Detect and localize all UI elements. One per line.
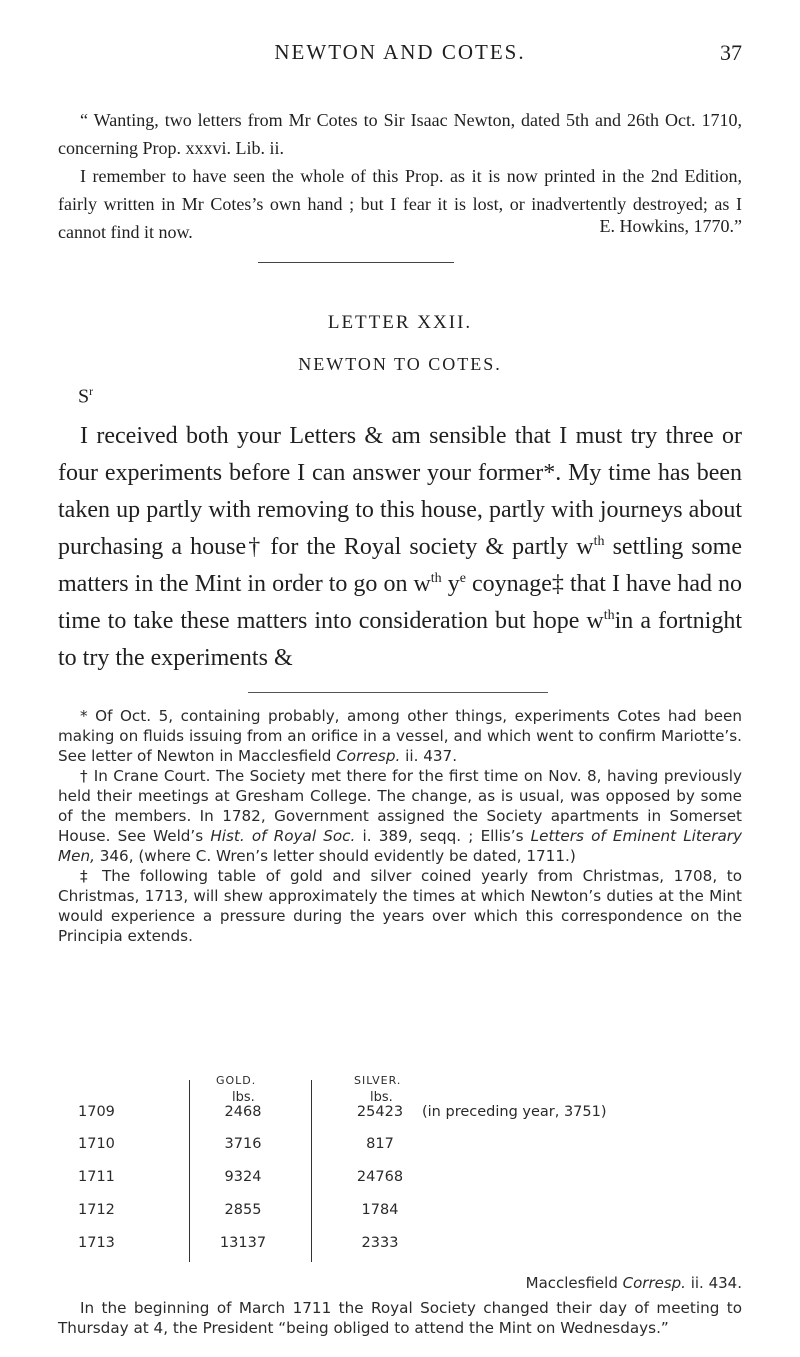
salutation bbox=[78, 384, 93, 409]
year-cell: 1709 bbox=[78, 1104, 115, 1120]
letter-sup-3: e bbox=[459, 571, 466, 586]
footnote-star-text-end: ii. 437. bbox=[400, 747, 458, 765]
letter-title: NEWTON TO COTES. bbox=[298, 354, 502, 374]
quote-paragraph-1: “ Wanting, two letters from Mr Cotes to Sir Isaac Newton, dated 5th and 26th Oct. 1710, concerning Prop. xxxvi. Lib. ii. bbox=[58, 110, 742, 158]
year-cell: 1713 bbox=[78, 1235, 115, 1251]
salutation-sup: r bbox=[89, 384, 94, 398]
letter-sup-4: th bbox=[603, 608, 615, 623]
footnote-star-text: * Of Oct. 5, containing probably, among other things, experiments Cotes had been making on fluids issuing from an orifice in a vessel, and which went to confirm Mariotte’s. See letter of Newton in Macclesfield bbox=[58, 707, 742, 765]
gold-column-header: GOLD. bbox=[216, 1074, 257, 1087]
letter-text-4: coynage‡ that I have had no time to take these matters into consideration but hope w bbox=[58, 571, 742, 634]
source-text-end: ii. 434. bbox=[685, 1274, 742, 1292]
running-title: NEWTON AND COTES. bbox=[274, 40, 526, 64]
letter-sup-2: th bbox=[430, 571, 442, 586]
year-cell: 1711 bbox=[78, 1169, 115, 1185]
source-text: Macclesfield bbox=[525, 1274, 623, 1292]
letter-paragraph bbox=[58, 418, 742, 677]
footnotes bbox=[58, 706, 742, 946]
table-rule-2 bbox=[311, 1080, 312, 1262]
salutation-text: S bbox=[78, 385, 90, 408]
letter-text-1: I received both your Letters & am sensible that I must try three or four experiments before I can answer your former*. My time has been taken up partly with removing to this house, partly with journeys about purchasing a house† for the Royal society & partly w bbox=[58, 423, 742, 560]
quote-signature: E. Howkins, 1770.” bbox=[599, 216, 742, 236]
footnote-dagger-italic-2: Letters of Eminent Literary Men, bbox=[58, 827, 742, 865]
table-rule-1 bbox=[189, 1080, 190, 1262]
silver-cell: 1784 bbox=[361, 1202, 399, 1218]
letter-sup-1: th bbox=[593, 534, 605, 549]
footnote-double-dagger: ‡ The following table of gold and silver coined yearly from Christmas, 1708, to Christmas, 1713, will shew approximately the times at which Newton’s duties at the Mint would experience a pressure during the years over which this correspondence on the Principia extends. bbox=[58, 867, 742, 945]
note-cell: (in preceding year, 3751) bbox=[422, 1104, 607, 1120]
page-number: 37 bbox=[720, 40, 742, 65]
silver-column-header: SILVER. bbox=[354, 1074, 402, 1087]
year-cell: 1712 bbox=[78, 1202, 115, 1218]
quote-paragraph-2: I remember to have seen the whole of this Prop. as it is now printed in the 2nd Edition, fairly written in Mr Cotes’s own hand ; but I fear it is lost, or inadvertently destroyed; as I cannot find it now. bbox=[58, 166, 742, 242]
footnote-star-italic: Corresp. bbox=[336, 747, 401, 765]
silver-cell: 2333 bbox=[361, 1235, 399, 1251]
section-divider bbox=[258, 262, 454, 263]
letter-number: LETTER XXII. bbox=[327, 312, 473, 333]
year-cell: 1710 bbox=[78, 1136, 115, 1152]
letter-text-5: in a fortnight to try the experiments & bbox=[58, 608, 742, 671]
gold-cell: 3716 bbox=[224, 1136, 262, 1152]
running-header bbox=[0, 34, 800, 74]
gold-cell: 13137 bbox=[219, 1235, 267, 1251]
gold-cell: 2855 bbox=[224, 1202, 262, 1218]
table-source bbox=[58, 1274, 742, 1292]
gold-unit: lbs. bbox=[232, 1090, 255, 1105]
footnote-dagger-text-mid: i. 389, seqq. ; Ellis’s bbox=[355, 827, 531, 845]
gold-cell: 2468 bbox=[224, 1104, 262, 1120]
footnote-dagger-text: † In Crane Court. The Society met there for the first time on Nov. 8, having previously held their meetings at Gresham College. The change, as is usual, was opposed by some of the members. In 1782, Government assigned the Society apartments in Somerset House. See Weld’s bbox=[58, 767, 742, 845]
footnote-dagger-text-end: 346, (where C. Wren’s letter should evidently be dated, 1711.) bbox=[94, 847, 576, 865]
footnote-dagger-italic-1: Hist. of Royal Soc. bbox=[210, 827, 356, 845]
closing-paragraph: In the beginning of March 1711 the Royal Society changed their day of meeting to Thursday at 4, the President “being obliged to attend the Mint on Wednesdays.” bbox=[58, 1299, 742, 1337]
silver-unit: lbs. bbox=[370, 1090, 393, 1105]
silver-cell: 817 bbox=[366, 1136, 394, 1152]
source-italic: Corresp. bbox=[622, 1274, 686, 1292]
silver-cell: 25423 bbox=[356, 1104, 404, 1120]
gold-cell: 9324 bbox=[224, 1169, 262, 1185]
letter-text-3: y bbox=[441, 571, 460, 597]
letter-body bbox=[58, 418, 742, 677]
footnote-divider bbox=[248, 692, 548, 693]
footnote-dagger bbox=[58, 766, 742, 866]
footnote-star bbox=[58, 706, 742, 766]
silver-cell: 24768 bbox=[356, 1169, 404, 1185]
closing-note bbox=[58, 1298, 742, 1338]
letter-text-2: settling some matters in the Mint in order to go on w bbox=[58, 534, 742, 597]
